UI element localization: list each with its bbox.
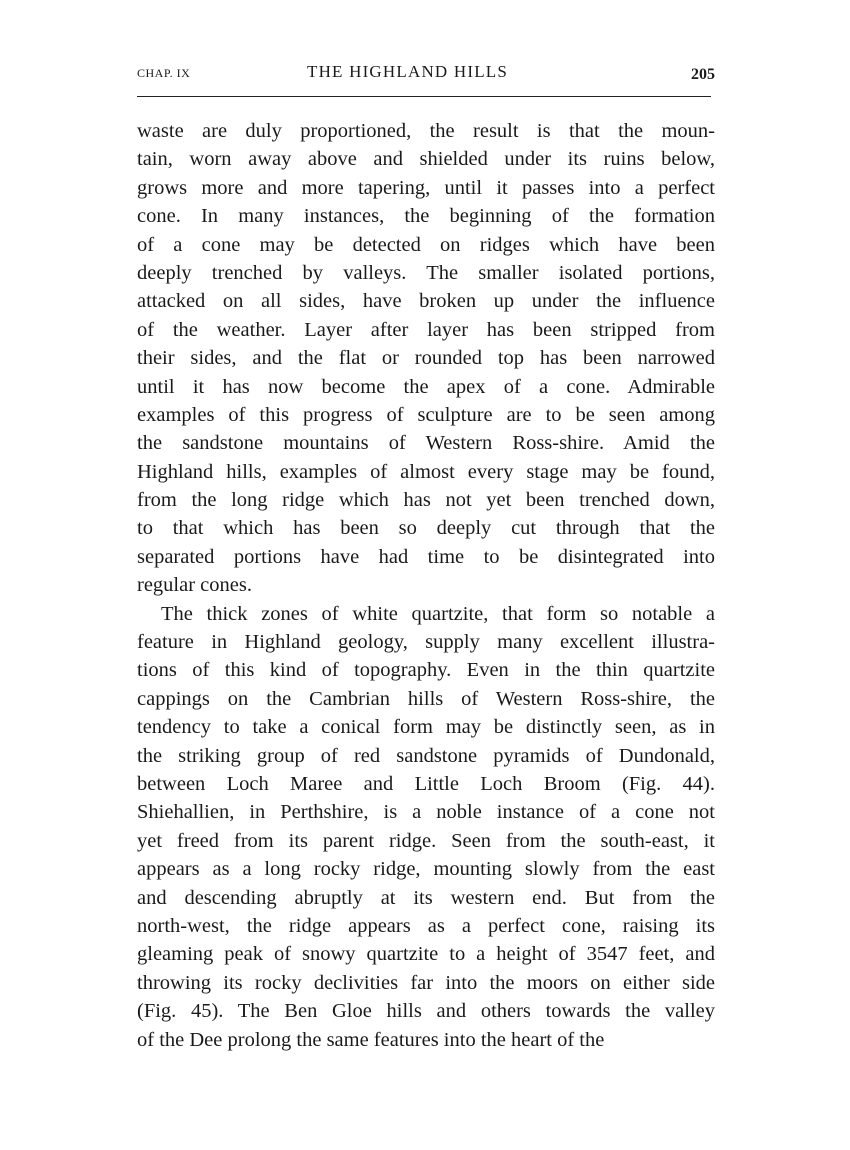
text-line: tendency to take a conical form may be distinctly seen, as in [137,716,715,739]
text-line: until it has now become the apex of a cone. Admirable [137,375,715,398]
text-line: of the weather. Layer after layer has been stripped from [137,318,715,341]
text-line: from the long ridge which has not yet been trenched down, [137,489,715,512]
text-line: Shiehallien, in Perthshire, is a noble instance of a cone not [137,801,715,824]
text-line: separated portions have had time to be disintegrated into [137,545,715,568]
text-line: regular cones. [137,574,252,597]
text-line: cone. In many instances, the beginning of the formation [137,205,715,228]
text-line: grows more and more tapering, until it passes into a perfect [137,176,715,199]
text-line: waste are duly proportioned, the result is that the moun- [137,120,715,142]
text-line: north-west, the ridge appears as a perfect cone, raising its [137,914,715,937]
text-line: their sides, and the flat or rounded top has been narrowed [137,347,715,370]
text-line: throwing its rocky declivities far into the moors on either side [137,971,715,994]
text-line: the sandstone mountains of Western Ross-shire. Amid the [137,432,715,455]
text-line: of the Dee prolong the same features into the heart of the [137,1028,605,1051]
text-line: attacked on all sides, have broken up under the influence [137,290,715,313]
running-title: THE HIGHLAND HILLS [307,62,509,81]
text-line: appears as a long rocky ridge, mounting slowly from the east [137,858,715,881]
text-line: the striking group of red sandstone pyramids of Dundonald, [137,744,715,767]
text-line: The thick zones of white quartzite, that form so notable a [161,602,715,625]
paragraph [137,117,715,600]
text-line: tions of this kind of topography. Even in the thin quartzite [137,659,715,682]
chapter-label: CHAP. IX [137,66,191,80]
text-line: feature in Highland geology, supply many excellent illustra- [137,631,715,654]
text-line: yet freed from its parent ridge. Seen from the south-east, it [137,829,715,852]
text-line: Highland hills, examples of almost every stage may be found, [137,460,715,483]
body-text [137,117,715,1054]
paragraph [137,600,715,1054]
running-head [137,62,715,84]
text-line: examples of this progress of sculpture are to be seen among [137,403,715,426]
page-number: 205 [691,66,715,83]
text-line: deeply trenched by valleys. The smaller isolated portions, [137,261,715,284]
text-line: between Loch Maree and Little Loch Broom (Fig. 44). [137,772,715,795]
text-line: to that which has been so deeply cut through that the [137,517,715,540]
text-line: cappings on the Cambrian hills of Western Ross-shire, the [137,687,715,710]
text-line: of a cone may be detected on ridges which have been [137,233,715,256]
text-line: tain, worn away above and shielded under its ruins below, [137,148,715,171]
text-line: (Fig. 45). The Ben Gloe hills and others towards the valley [137,1000,715,1023]
text-line: gleaming peak of snowy quartzite to a height of 3547 feet, and [137,943,715,966]
text-line: and descending abruptly at its western end. But from the [137,886,715,909]
header-rule [137,96,711,97]
